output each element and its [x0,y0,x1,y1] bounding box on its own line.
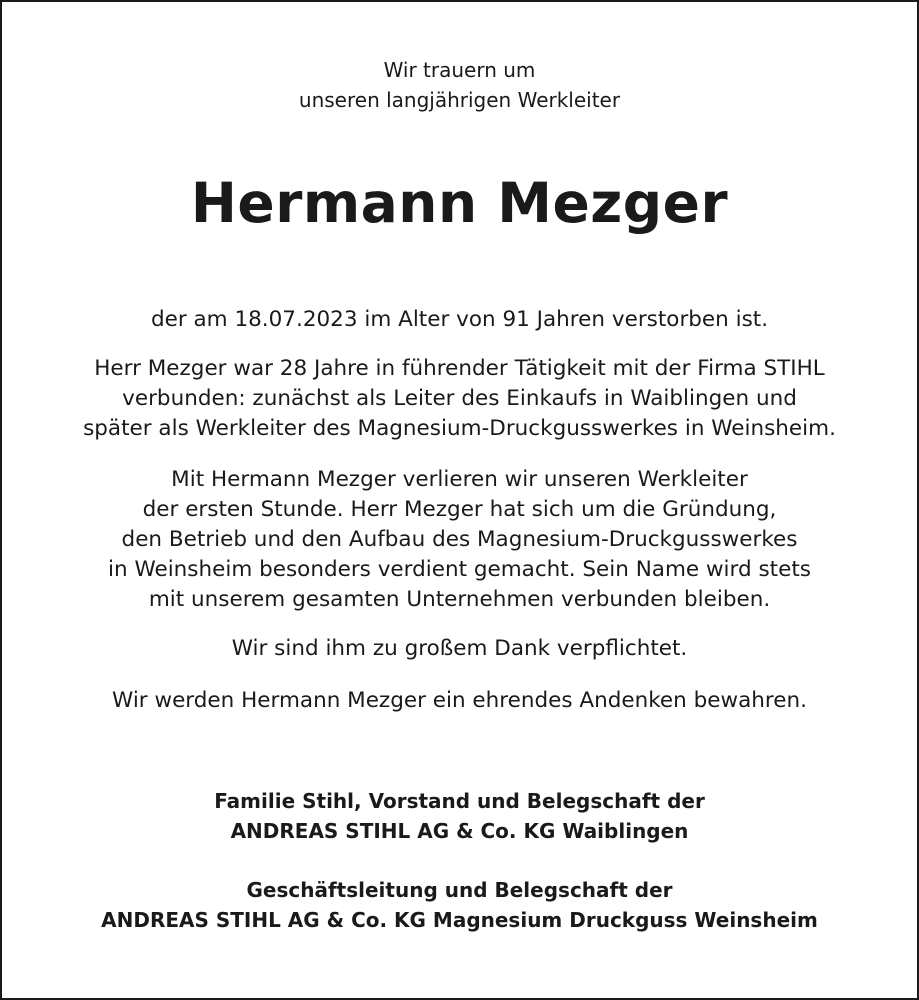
paragraph-line: später als Werkleiter des Magnesium-Druckgusswerkes in Weinsheim. [83,416,836,441]
paragraph-line: verbunden: zunächst als Leiter des Einkaufs in Waiblingen und [122,386,797,411]
paragraph-line: Wir werden Hermann Mezger ein ehrendes Andenken bewahren. [112,688,807,713]
paragraph-line: den Betrieb und den Aufbau des Magnesium-Druckgusswerkes [121,527,798,552]
paragraph-line: Wir sind ihm zu großem Dank verpflichtet. [231,636,688,661]
signature-line: ANDREAS STIHL AG & Co. KG Magnesium Druckguss Weinsheim [101,908,818,932]
paragraph-line: in Weinsheim besonders verdient gemacht. Sein Name wird stets [108,557,811,582]
intro-line: unseren langjährigen Werkleiter [298,88,621,112]
death-date-paragraph [2,305,917,335]
deceased-name: Hermann Mezger [190,171,729,235]
paragraph-line: Herr Mezger war 28 Jahre in führender Tätigkeit mit der Firma STIHL [94,356,825,381]
paragraph-line: mit unserem gesamten Unternehmen verbunden bleiben. [148,587,771,612]
remembrance-paragraph [2,686,917,716]
signature-line: Familie Stihl, Vorstand und Belegschaft der [214,789,705,813]
paragraph-line: der am 18.07.2023 im Alter von 91 Jahren verstorben ist. [150,307,769,332]
intro-text [2,55,917,115]
signature-line: Geschäftsleitung und Belegschaft der [246,878,673,902]
paragraph-line: Mit Hermann Mezger verlieren wir unseren Werkleiter [171,467,748,492]
signature-waiblingen [2,786,917,846]
signature-line: ANDREAS STIHL AG & Co. KG Waiblingen [230,819,689,843]
intro-line: Wir trauern um [383,58,536,82]
gratitude-paragraph [2,634,917,664]
paragraph-line: der ersten Stunde. Herr Mezger hat sich um die Gründung, [142,497,777,522]
signature-weinsheim [2,875,917,935]
career-paragraph [2,354,917,444]
tribute-paragraph [2,465,917,615]
